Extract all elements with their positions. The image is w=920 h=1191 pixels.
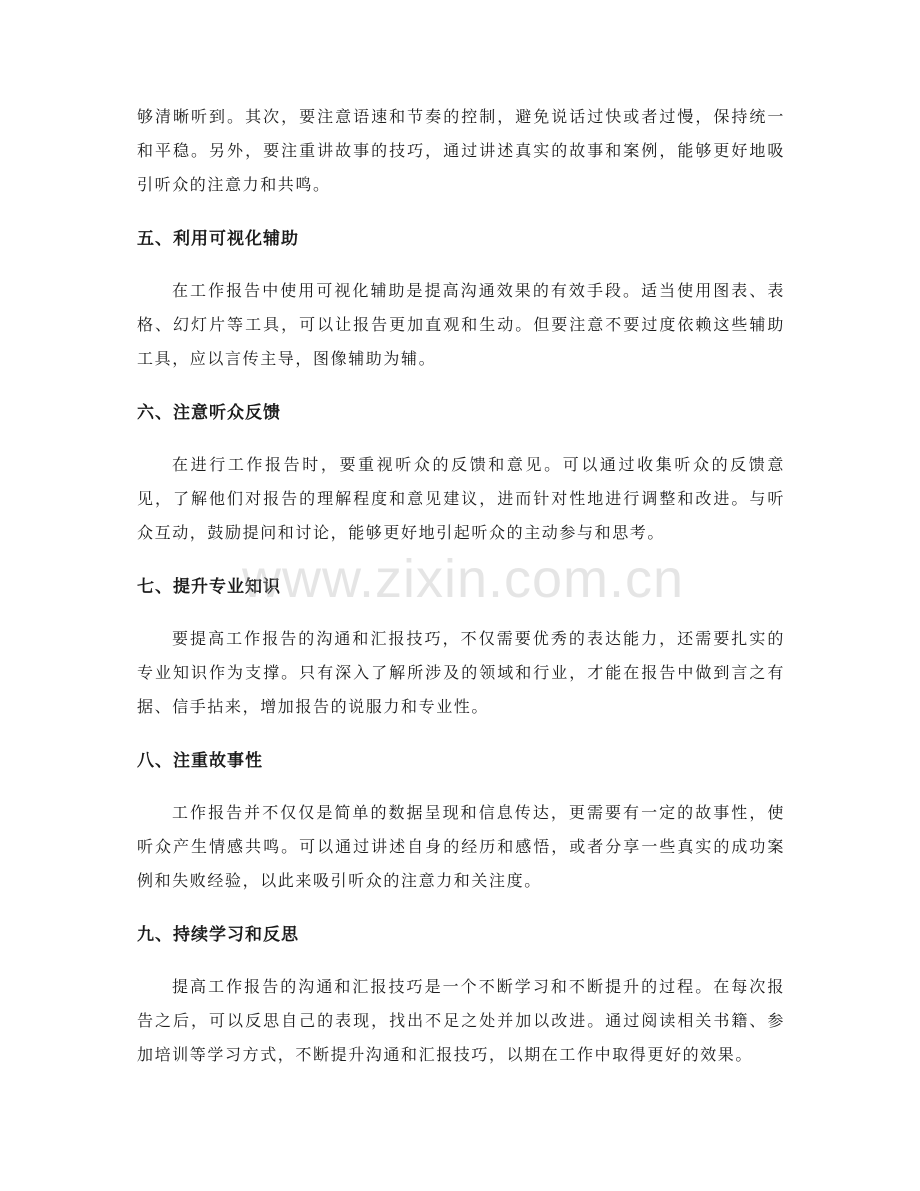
section-heading-9: 九、持续学习和反思 xyxy=(137,925,299,945)
intro-paragraph: 够清晰听到。其次，要注意语速和节奏的控制，避免说话过快或者过慢，保持统一和平稳。另外，要注重讲故事的技巧，通过讲述真实的故事和案例，能够更好地吸引听众的注意力和共鸣。 xyxy=(137,107,785,194)
section-body-8: 工作报告并不仅仅是简单的数据呈现和信息传达，更需要有一定的故事性，使听众产生情感共鸣。可以通过讲述自身的经历和感悟，或者分享一些真实的成功案例和失败经验，以此来吸引听众的注意力和关注度。 xyxy=(137,803,785,890)
section-heading-5: 五、利用可视化辅助 xyxy=(137,229,299,249)
section-heading-7: 七、提升专业知识 xyxy=(137,577,281,597)
section-body-6: 在进行工作报告时，要重视听众的反馈和意见。可以通过收集听众的反馈意见，了解他们对报告的理解程度和意见建议，进而针对性地进行调整和改进。与听众互动，鼓励提问和讨论，能够更好地引起听众的主动参与和思考。 xyxy=(137,455,785,542)
watermark: www.zixin.com.cn xyxy=(241,549,685,609)
section-heading-8: 八、注重故事性 xyxy=(137,751,263,771)
document-body xyxy=(137,100,785,1072)
section-body-5: 在工作报告中使用可视化辅助是提高沟通效果的有效手段。适当使用图表、表格、幻灯片等工具，可以让报告更加直观和生动。但要注意不要过度依赖这些辅助工具，应以言传主导，图像辅助为辅。 xyxy=(137,281,785,368)
section-heading-6: 六、注意听众反馈 xyxy=(137,403,281,423)
section-body-9: 提高工作报告的沟通和汇报技巧是一个不断学习和不断提升的过程。在每次报告之后，可以反思自己的表现，找出不足之处并加以改进。通过阅读相关书籍、参加培训等学习方式，不断提升沟通和汇报技巧，以期在工作中取得更好的效果。 xyxy=(137,977,785,1064)
section-body-7: 要提高工作报告的沟通和汇报技巧，不仅需要优秀的表达能力，还需要扎实的专业知识作为支撑。只有深入了解所涉及的领域和行业，才能在报告中做到言之有据、信手拈来，增加报告的说服力和专业性。 xyxy=(137,629,785,716)
